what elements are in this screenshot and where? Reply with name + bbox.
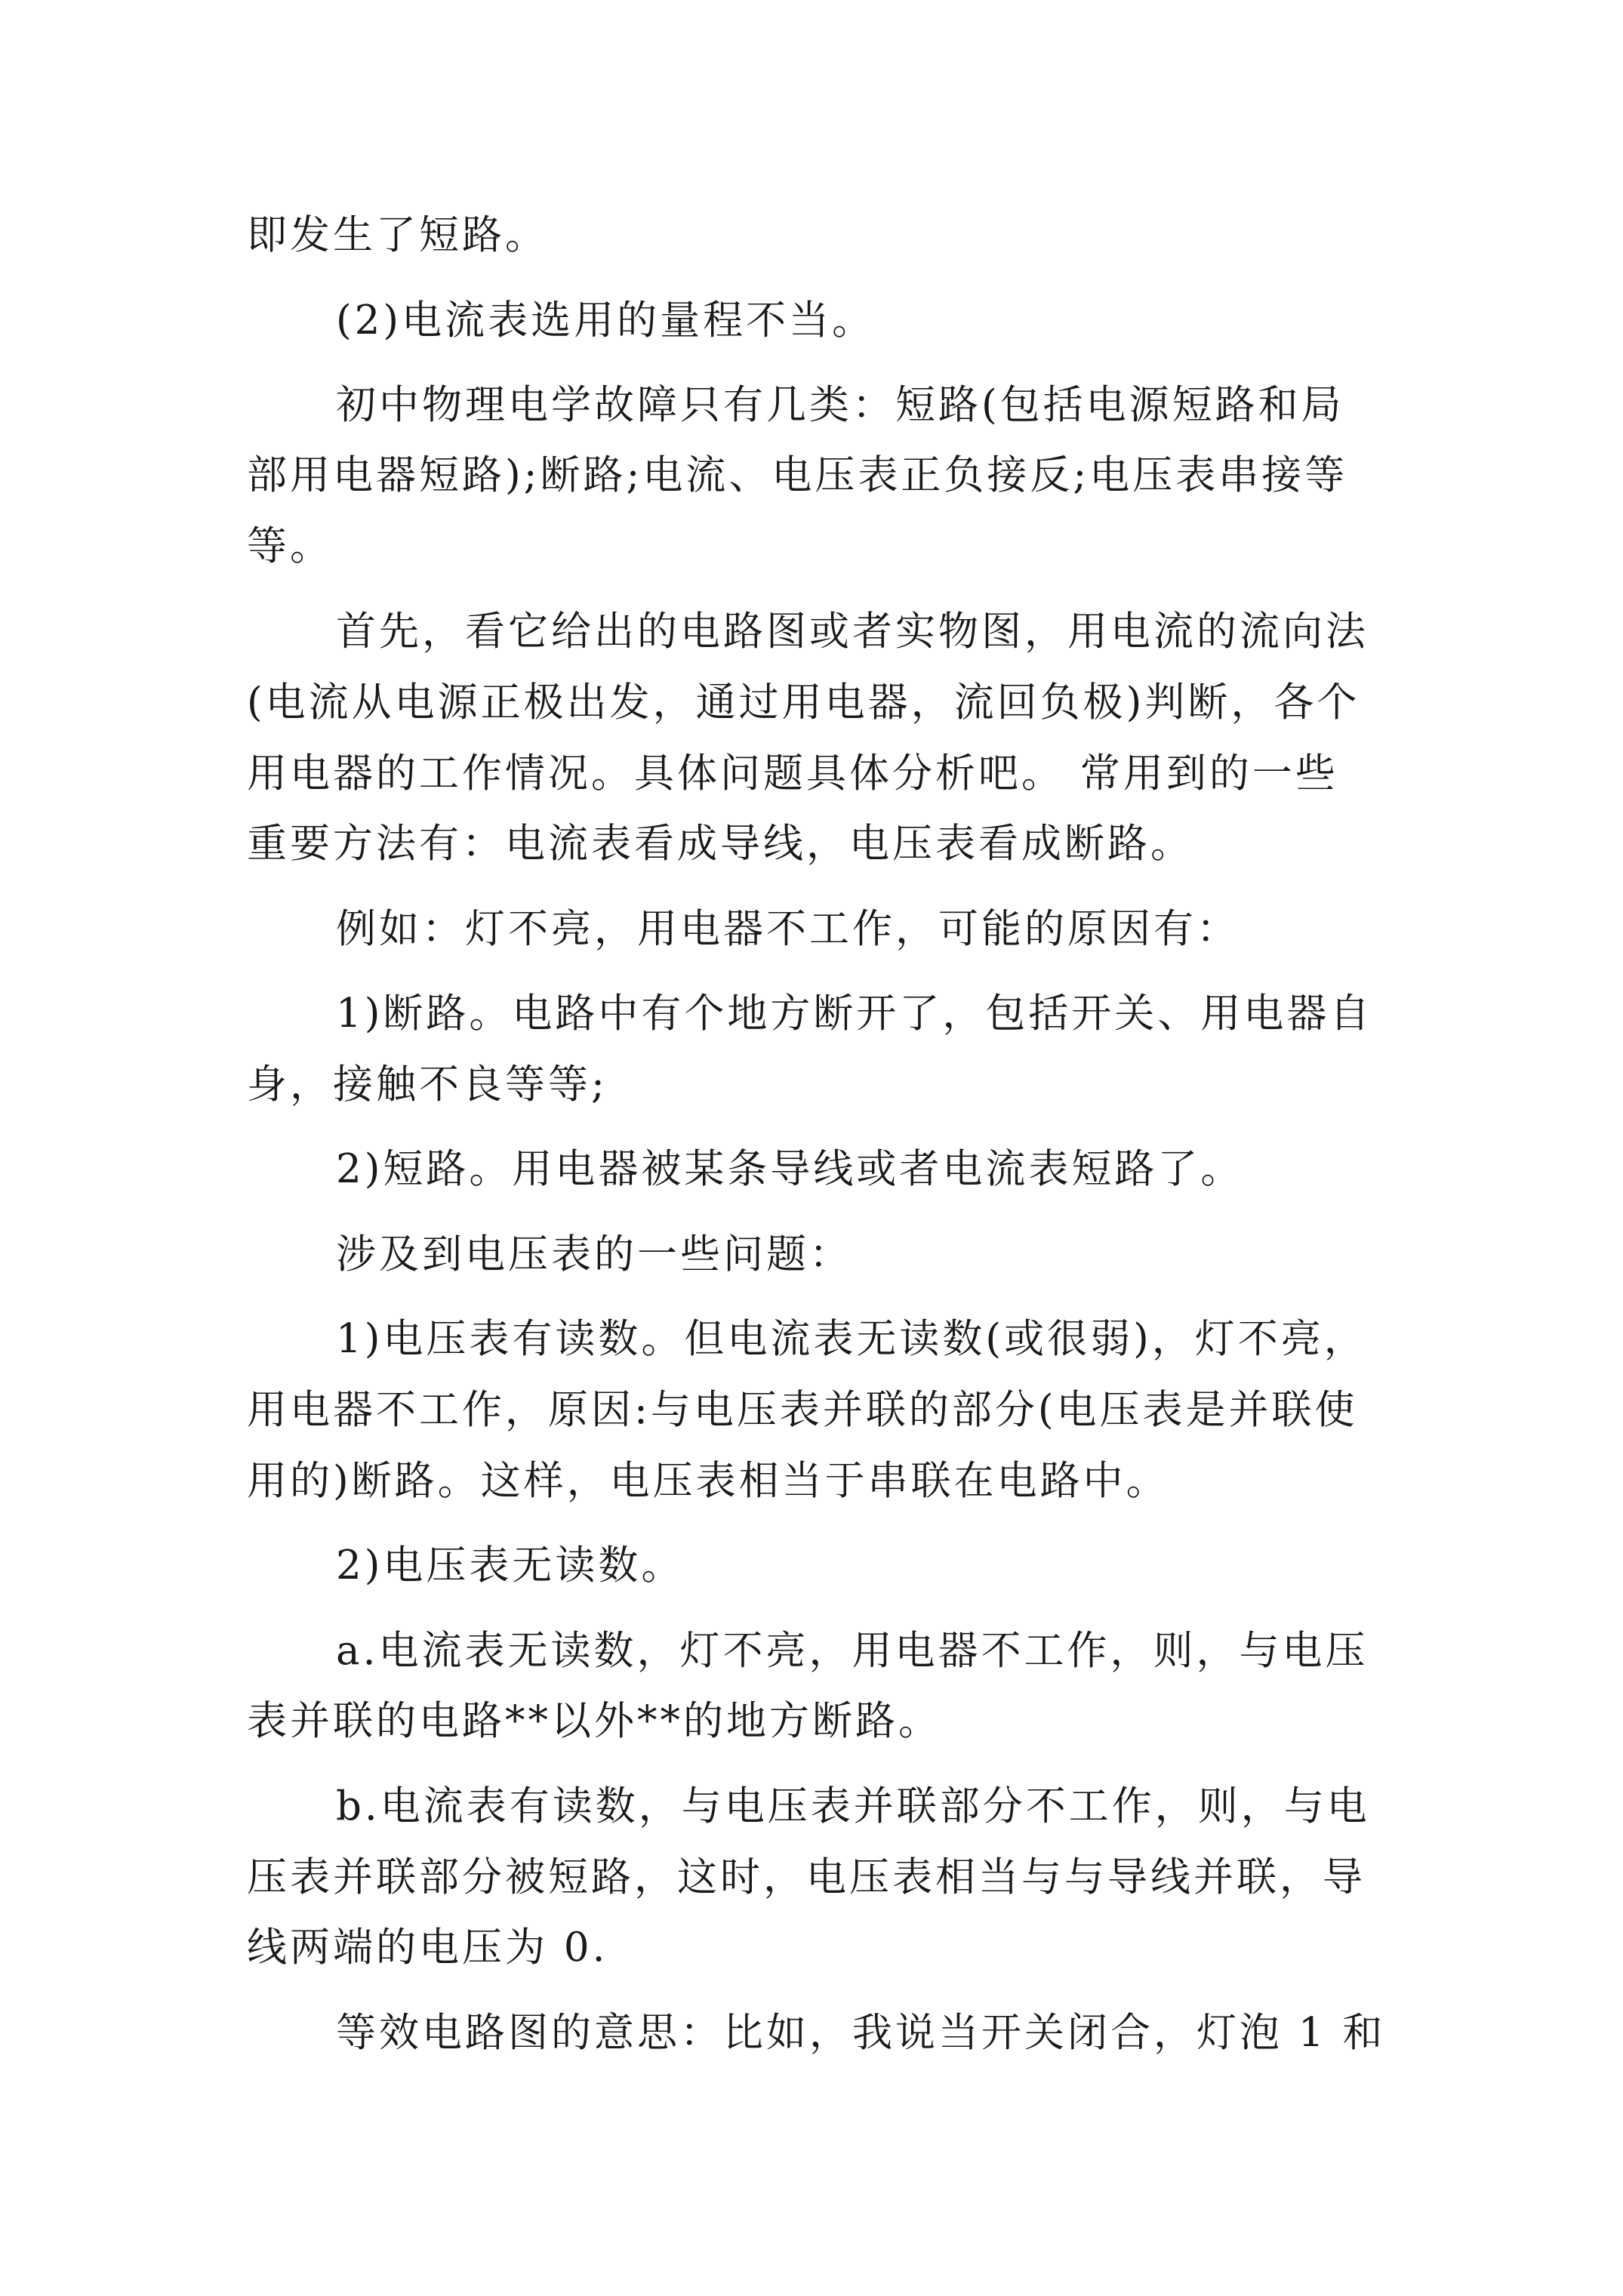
text-line: 涉及到电压表的一些问题： bbox=[336, 1231, 852, 1277]
text-line: 部用电器短路);断路;电流、电压表正负接反;电压表串接等 bbox=[247, 452, 1348, 498]
text-line: 压表并联部分被短路，这时，电压表相当与与导线并联，导 bbox=[247, 1854, 1366, 1900]
text-line: 首先，看它给出的电路图或者实物图，用电流的流向法 bbox=[336, 609, 1369, 655]
text-line: 等。 bbox=[247, 523, 333, 569]
text-line: 即发生了短路。 bbox=[247, 212, 548, 258]
text-line: 身，接触不良等等; bbox=[247, 1062, 608, 1108]
text-line: 用电器不工作，原因:与电压表并联的部分(电压表是并联使 bbox=[247, 1387, 1358, 1433]
text-line: 用的)断路。这样，电压表相当于串联在电路中。 bbox=[247, 1458, 1169, 1504]
text-line: 1)电压表有读数。但电流表无读数(或很弱)，灯不亮， bbox=[336, 1316, 1367, 1362]
text-line: 重要方法有：电流表看成导线，电压表看成断路。 bbox=[247, 821, 1193, 867]
text-line: 线两端的电压为 0. bbox=[247, 1925, 608, 1971]
text-line: 2)电压表无读数。 bbox=[336, 1542, 685, 1589]
text-line: 2)短路。用电器被某条导线或者电流表短路了。 bbox=[336, 1146, 1244, 1192]
text-line: b.电流表有读数，与电压表并联部分不工作，则，与电 bbox=[336, 1783, 1370, 1829]
text-line: a.电流表无读数，灯不亮，用电器不工作，则，与电压 bbox=[336, 1628, 1369, 1674]
text-line: 表并联的电路**以外**的地方断路。 bbox=[247, 1698, 941, 1744]
text-line: (电流从电源正极出发，通过用电器，流回负极)判断，各个 bbox=[247, 680, 1360, 726]
text-line: 1)断路。电路中有个地方断开了，包括开关、用电器自 bbox=[336, 991, 1373, 1037]
text-line: 初中物理电学故障只有几类：短路(包括电源短路和局 bbox=[336, 382, 1344, 428]
text-line: 例如：灯不亮，用电器不工作，可能的原因有： bbox=[336, 906, 1240, 952]
text-line: 用电器的工作情况。具体问题具体分析吧。 常用到的一些 bbox=[247, 750, 1338, 797]
text-line: 等效电路图的意思：比如，我说当开关闭合，灯泡 1 和 bbox=[336, 2010, 1386, 2056]
text-line: (2)电流表选用的量程不当。 bbox=[336, 297, 876, 344]
